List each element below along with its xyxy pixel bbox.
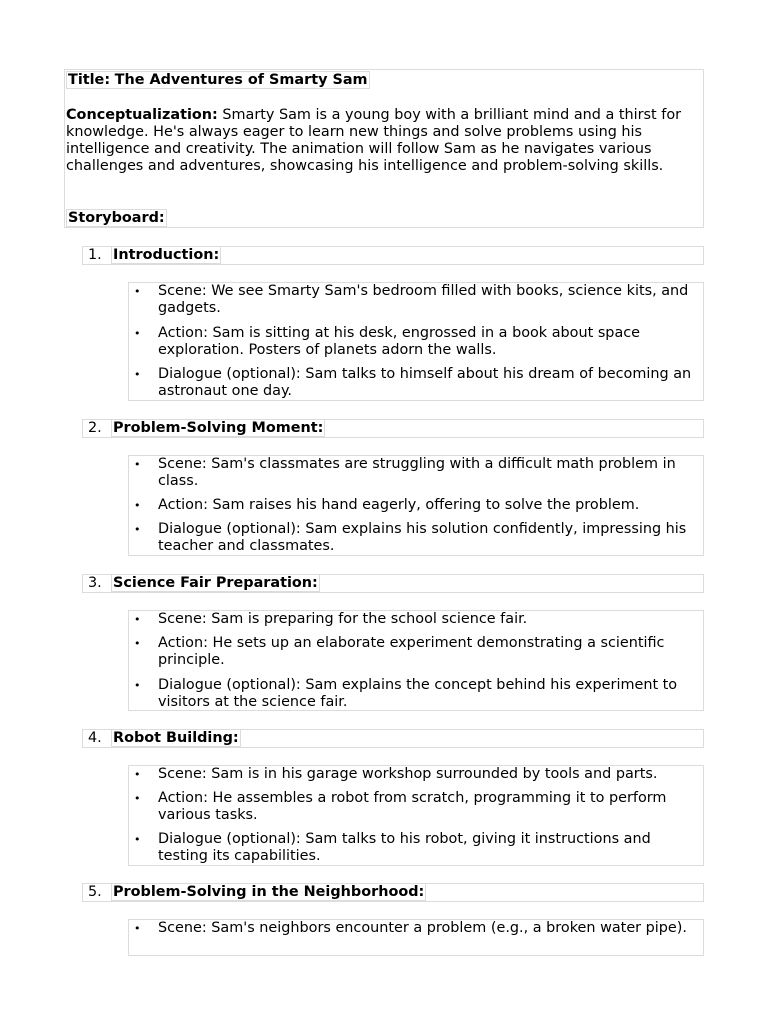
bullet-icon: • <box>134 458 141 471</box>
bullet-icon: • <box>134 499 141 512</box>
bullet-icon: • <box>134 768 141 781</box>
section-title: Problem-Solving Moment: <box>113 420 324 436</box>
storyboard-label: Storyboard: <box>68 210 165 226</box>
bullet-list-science-fair: • Scene: Sam is preparing for the school science fair. • Action: He sets up an elaborate experiment demonstrating a scientific principle. • Dialogue (optional): Sam explains the concept behind his experiment to visitors at the science fair. <box>128 610 704 711</box>
bullet-icon: • <box>134 327 141 340</box>
bullet-icon: • <box>134 922 141 935</box>
bullet-list-robot-building: • Scene: Sam is in his garage workshop surrounded by tools and parts. • Action: He assembles a robot from scratch, programming it to perform various tasks. • Dialogue (optional): Sam talks to his robot, giving it instructions and testing its capabilities. <box>128 765 704 866</box>
conceptualization-paragraph <box>66 107 702 175</box>
section-number: 2. <box>88 420 102 436</box>
bullet-icon: • <box>134 368 141 381</box>
bullet-icon: • <box>134 285 141 298</box>
bullet-list-neighborhood: • Scene: Sam's neighbors encounter a problem (e.g., a broken water pipe). <box>128 919 704 956</box>
title-line <box>66 71 370 89</box>
bullet-icon: • <box>134 792 141 805</box>
bullet-icon: • <box>134 679 141 692</box>
bullet-icon: • <box>134 613 141 626</box>
section-heading-science-fair <box>82 574 704 593</box>
section-title: Science Fair Preparation: <box>113 575 318 591</box>
conceptualization-label: Conceptualization: <box>66 107 218 123</box>
section-title: Robot Building: <box>113 730 239 746</box>
conceptualization-text: Smarty Sam is a young boy with a brilliant mind and a thirst for knowledge. He's always eager to learn new things and solve problems using his intelligence and creativity. The animation will follow Sam as he navigates various challenges and adventures, showcasing his intelligence and problem-solving skills. <box>66 107 682 174</box>
section-title: Problem-Solving in the Neighborhood: <box>113 884 425 900</box>
section-number: 1. <box>88 247 102 263</box>
bullet-list-introduction: • Scene: We see Smarty Sam's bedroom filled with books, science kits, and gadgets. • Action: Sam is sitting at his desk, engrossed in a book about space exploration. Posters of planets adorn the walls. • Dialogue (optional): Sam talks to himself about his dream of becoming an astronaut one day. <box>128 282 704 401</box>
section-title: Introduction: <box>113 247 220 263</box>
bullet-icon: • <box>134 637 141 650</box>
storyboard-line <box>66 209 167 227</box>
section-number: 5. <box>88 884 102 900</box>
section-number: 4. <box>88 730 102 746</box>
section-heading-problem-solving <box>82 419 704 438</box>
section-heading-robot-building <box>82 729 704 748</box>
section-heading-neighborhood <box>82 883 704 902</box>
title-label: Title: <box>68 72 111 88</box>
intro-block <box>64 69 704 228</box>
bullet-list-problem-solving: • Scene: Sam's classmates are struggling with a difficult math problem in class. • Action: Sam raises his hand eagerly, offering to solve the problem. • Dialogue (optional): Sam explains his solution confidently, impressing his teacher and classmates. <box>128 455 704 556</box>
bullet-icon: • <box>134 833 141 846</box>
storyboard-box <box>66 209 167 227</box>
document-title: The Adventures of Smarty Sam <box>114 72 368 88</box>
title-box <box>66 71 370 89</box>
section-heading-introduction <box>82 246 704 265</box>
bullet-icon: • <box>134 523 141 536</box>
section-number: 3. <box>88 575 102 591</box>
